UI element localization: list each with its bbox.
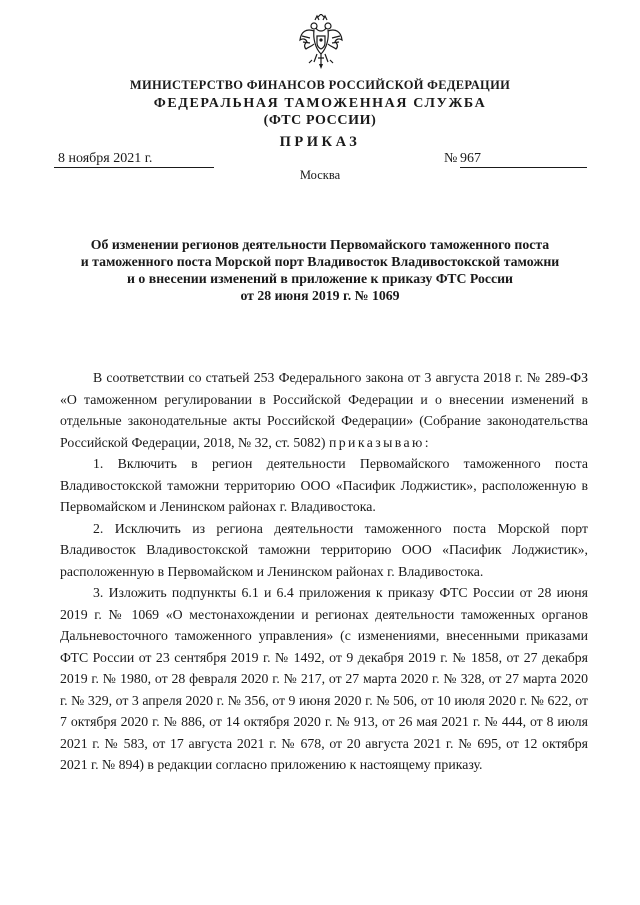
item-2-paragraph: 2. Исключить из региона деятельности таможенного поста Морской порт Владивосток Владивостокской таможни территорию ООО «Пасифик Лоджистик», расположенную в Первомайском и Ленинском районах г. Владивостока. bbox=[60, 520, 588, 579]
order-number: 967 bbox=[460, 150, 587, 168]
document-title-line: и о внесении изменений в приложение к приказу ФТС России bbox=[127, 271, 513, 286]
document-title-line: Об изменении регионов деятельности Первомайского таможенного поста bbox=[90, 237, 550, 252]
document-type: ПРИКАЗ bbox=[279, 134, 361, 150]
document-title bbox=[60, 236, 580, 304]
item-1-paragraph: 1. Включить в регион деятельности Первомайского таможенного поста Владивостокской таможни территорию ООО «Пасифик Лоджистик», расположенную в Первомайском и Ленинском районах г. Владивостока. bbox=[60, 456, 588, 514]
ministry-name: МИНИСТЕРСТВО ФИНАНСОВ РОССИЙСКОЙ ФЕДЕРАЦИИ bbox=[129, 78, 511, 92]
preamble-text: В соответствии со статьей 253 Федерального закона от 3 августа 2018 г. № 289-ФЗ «О таможенном регулировании в Российской Федерации и о внесении изменений в отдельные законодательные акты Российской Федерации» (Собрание законодательства Российской Федерации, 2018, № 32, ст. 5082) bbox=[60, 370, 588, 450]
russian-coat-of-arms-icon bbox=[298, 14, 344, 70]
document-body bbox=[60, 367, 588, 776]
order-word: приказываю: bbox=[328, 434, 431, 450]
order-number-label: № bbox=[444, 151, 458, 166]
document-title-line: и таможенного поста Морской порт Владивосток Владивостокской таможни bbox=[80, 254, 560, 269]
document-title-line: от 28 июня 2019 г. № 1069 bbox=[240, 288, 400, 303]
order-date: 8 ноября 2021 г. bbox=[54, 150, 214, 168]
service-name: ФЕДЕРАЛЬНАЯ ТАМОЖЕННАЯ СЛУЖБА bbox=[153, 96, 487, 111]
service-abbreviation: (ФТС РОССИИ) bbox=[263, 113, 377, 128]
preamble-paragraph bbox=[60, 367, 588, 453]
city: Москва bbox=[299, 168, 341, 182]
item-3-paragraph: 3. Изложить подпункты 6.1 и 6.4 приложения к приказу ФТС России от 28 июня 2019 г. № 1069 «О местонахождении и регионах деятельности таможенных органов Дальневосточного таможенного управления» (с изменениями, внесенными приказами ФТС России от 23 сентября 2019 г. № 1492, от 9 декабря 2019 г. № 1858, от 27 декабря 2019 г. № 1980, от 28 февраля 2020 г. № 217, от 27 марта 2020 г. № 328, от 27 марта 2020 г. № 329, от 3 апреля 2020 г. № 356, от 9 июня 2020 г. № 506, от 10 июля 2020 г. № 622, от 7 октября 2020 г. № 886, от 14 октября 2020 г. № 913, от 26 мая 2021 г. № 444, от 8 июля 2021 г. № 583, от 17 августа 2021 г. № 678, от 20 августа 2021 г. № 695, от 12 октября 2021 г. № 894) в редакции согласно приложению к настоящему приказу. bbox=[60, 585, 588, 772]
